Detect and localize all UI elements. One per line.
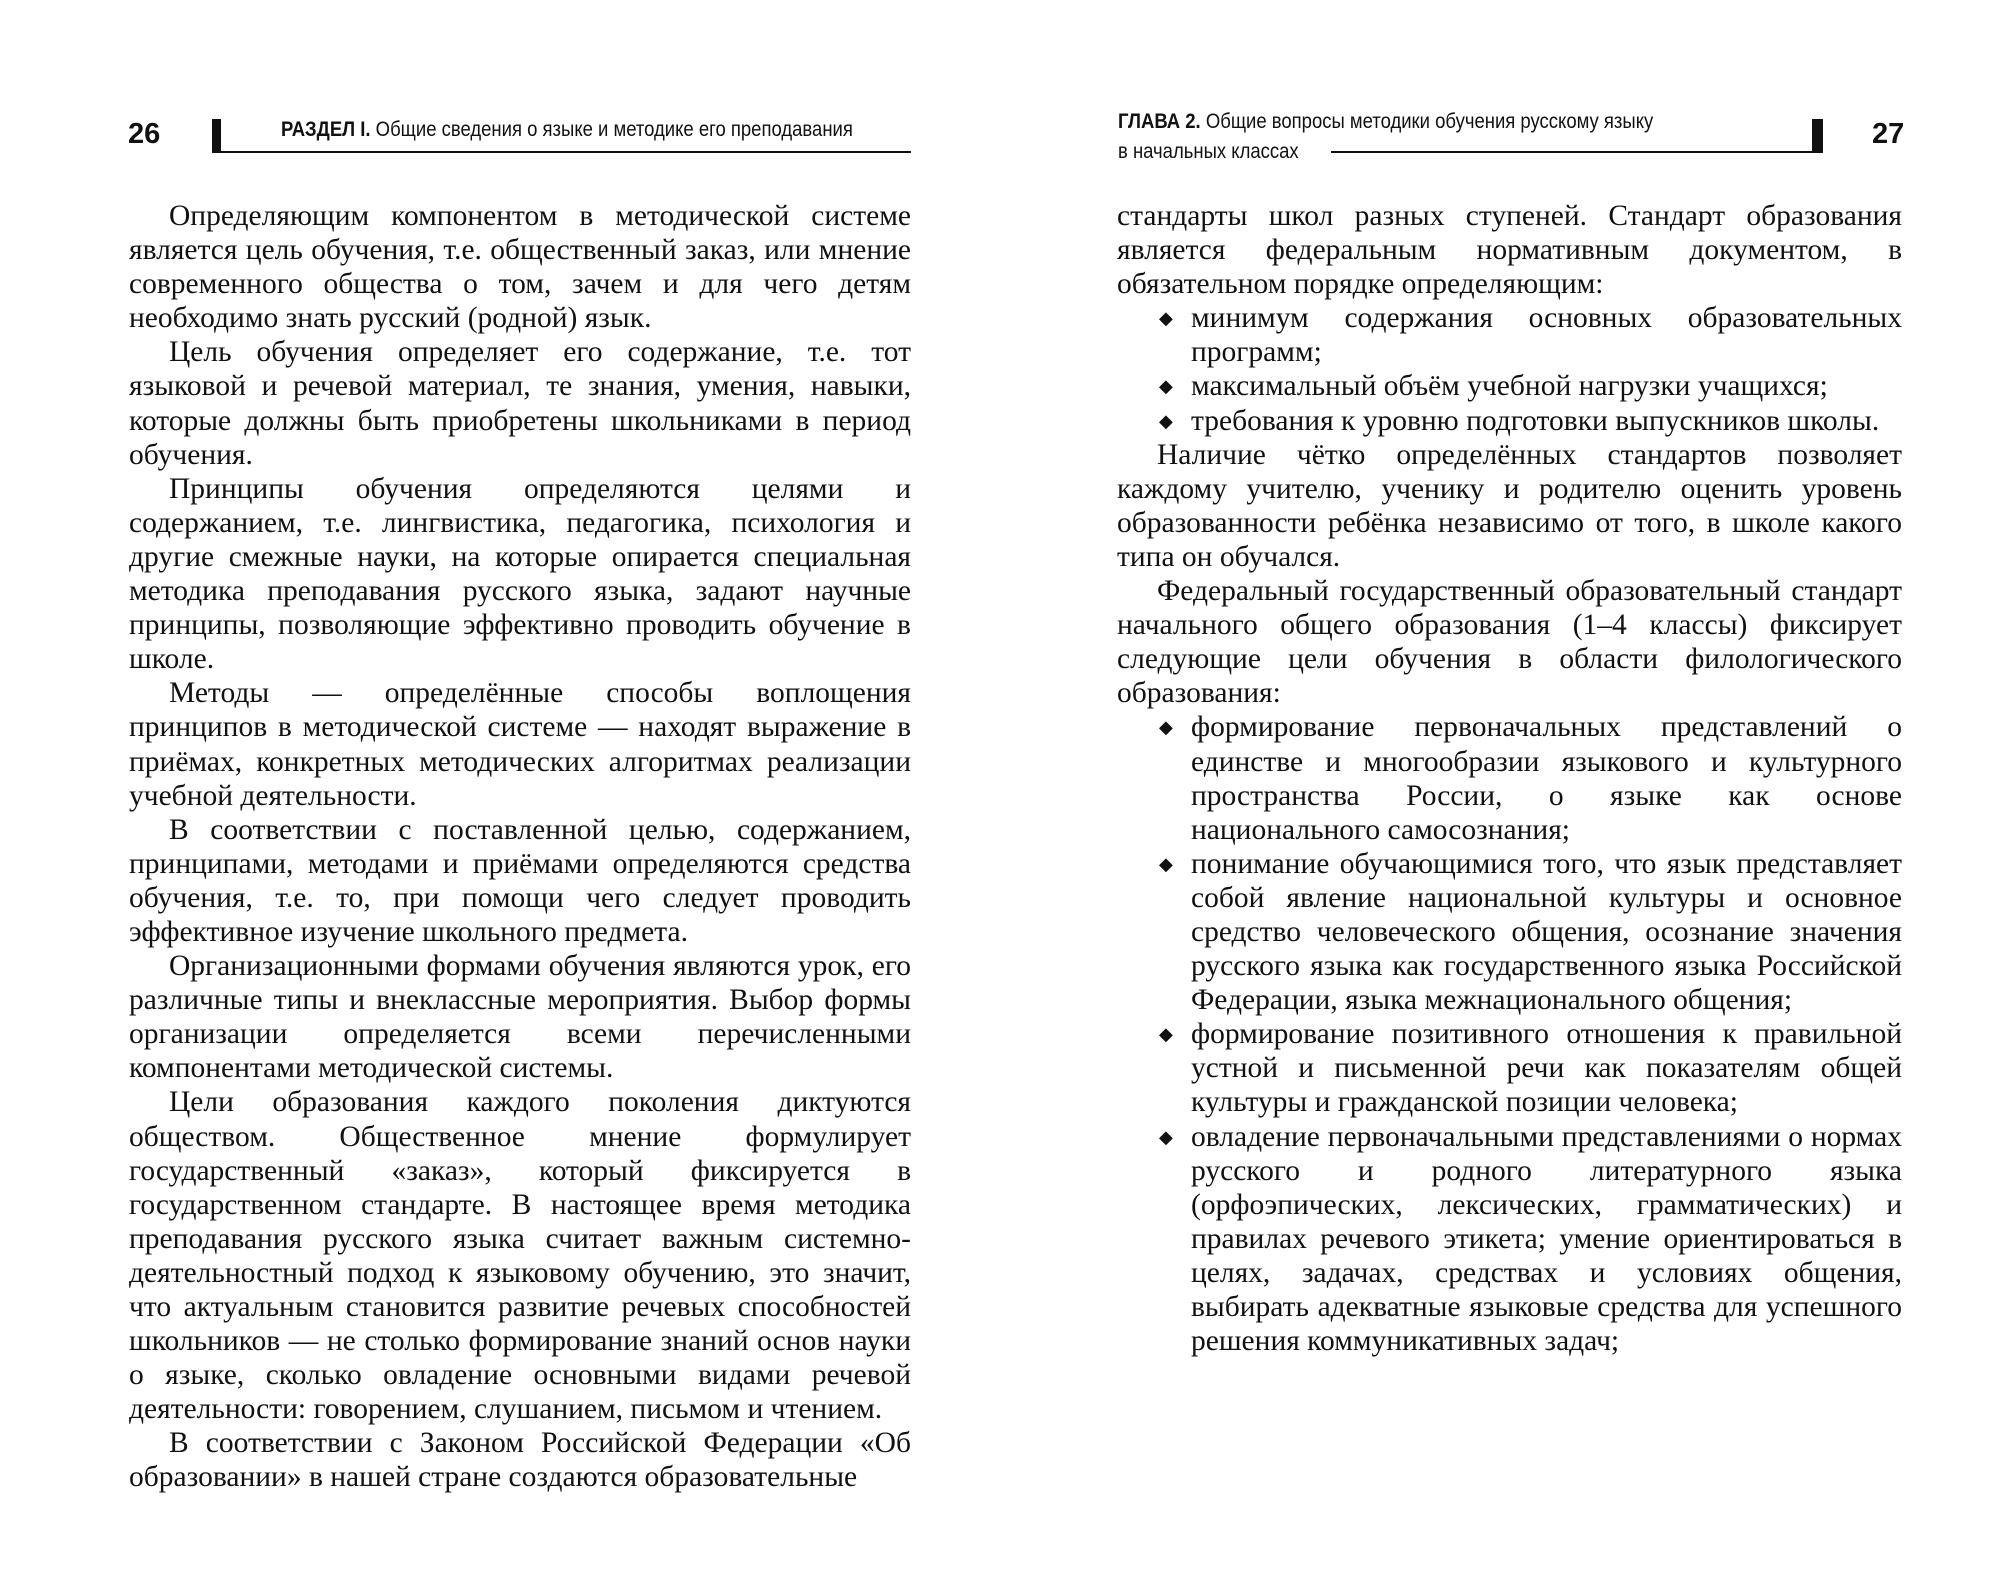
header-rule-right: [1331, 151, 1823, 153]
bullet-icon: ◆: [1159, 717, 1173, 738]
right-page: [1000, 0, 2000, 1578]
list-item: ◆ максимальный объём учебной нагрузки учащихся;: [1159, 370, 1828, 403]
page-number-left: 26: [128, 118, 161, 150]
paragraph: Цель обучения определяет его содержание, т.е. тот языковой и речевой материал, те знания, умения, навыки, которые должны быть приобретены школьниками в период обучения.: [129, 336, 911, 471]
list-item: ◆ понимание обучающимися того, что язык представляет собой явление национальной культуры и основное средство человеческого общения, осознание значения русского языка как государственного языка Российской Федерации, языка межнационального общения;: [1159, 847, 1902, 1017]
chapter-label: ГЛАВА 2.: [1118, 109, 1201, 133]
left-body-text: [129, 199, 911, 1495]
bullet-icon: ◆: [1159, 1024, 1173, 1045]
bullet-icon: ◆: [1159, 376, 1173, 397]
paragraph: Цели образования каждого поколения диктуются обществом. Общественное мнение формулирует государственный «заказ», который фиксируется в государственном стандарте. В настоящее время методика преподавания русского языка считает важным системно-деятельностный подход к языковому обучению, это значит, что актуальным становится развитие речевых способностей школьников — не столько формирование знаний основ науки о языке, сколько овладение основными видами речевой деятельности: говорением, слушанием, письмом и чтением.: [129, 1086, 911, 1426]
paragraph: Определяющим компонентом в методической системе является цель обучения, т.е. общественный заказ, или мнение современного общества о том, зачем и для чего детям необходимо знать русский (родной) язык.: [129, 200, 911, 335]
standards-list: [1117, 301, 1902, 437]
chapter-title-line2: в начальных классах: [1118, 139, 1299, 163]
bullet-icon: ◆: [1159, 1126, 1173, 1147]
paragraph: В соответствии с поставленной целью, содержанием, принципами, методами и приёмами определяются средства обучения, т.е. то, при помощи чего следует проводить эффективное изучение школьного предмета.: [129, 813, 911, 948]
bullet-icon: ◆: [1159, 853, 1173, 874]
list-item: ◆ формирование позитивного отношения к правильной устной и письменной речи как показателям общей культуры и гражданской позиции человека;: [1159, 1018, 1902, 1119]
header-rule-left: [212, 151, 911, 153]
paragraph: Методы — определённые способы воплощения принципов в методической системе — находят выражение в приёмах, конкретных методических алгоритмах реализации учебной деятельности.: [129, 677, 911, 812]
paragraph: Принципы обучения определяются целями и содержанием, т.е. лингвистика, педагогика, психология и другие смежные науки, на которые опирается специальная методика преподавания русского языка, задают научные принципы, позволяющие эффективно проводить обучение в школе.: [129, 472, 911, 676]
running-head-left: [281, 116, 853, 142]
list-item: ◆ овладение первоначальными представлениями о нормах русского и родного литературного языка (орфоэпических, лексических, грамматических) и правилах речевого этикета; умение ориентироваться в целях, задачах, средствах и условиях общения, выбирать адекватные языковые средства для успешного решения коммуникативных задач;: [1159, 1120, 1902, 1358]
right-body-text: [1117, 199, 1902, 1358]
paragraph: В соответствии с Законом Российской Федерации «Об образовании» в нашей стране создаются образовательные: [129, 1427, 911, 1494]
paragraph: Организационными формами обучения являются урок, его различные типы и внеклассные мероприятия. Выбор формы организации определяется всеми перечисленными компонентами методической системы.: [129, 950, 911, 1085]
running-head-right: [1118, 108, 1653, 134]
header-bar-right: [1812, 119, 1823, 153]
section-title: Общие сведения о языке и методике его преподавания: [375, 117, 853, 141]
header-bar-left: [212, 119, 221, 153]
section-label: РАЗДЕЛ I.: [281, 117, 371, 141]
page-number-right: 27: [1872, 118, 1905, 150]
goals-list: [1117, 710, 1902, 1358]
list-item: ◆ требования к уровню подготовки выпускников школы.: [1159, 404, 1880, 437]
list-item: ◆ формирование первоначальных представлений о единстве и многообразии языкового и культурного пространства России, о языке как основе национального самосознания;: [1159, 711, 1902, 846]
paragraph-continuation: стандарты школ разных ступеней. Стандарт образования является федеральным нормативным документом, в обязательном порядке определяющим:: [1117, 200, 1902, 301]
bullet-icon: ◆: [1159, 410, 1173, 431]
paragraph: Федеральный государственный образовательный стандарт начального общего образования (1–4 классы) фиксирует следующие цели обучения в области филологического образования:: [1117, 575, 1902, 710]
chapter-title-line1: Общие вопросы методики обучения русскому языку: [1205, 109, 1654, 133]
paragraph: Наличие чётко определённых стандартов позволяет каждому учителю, ученику и родителю оценить уровень образованности ребёнка независимо от того, в школе какого типа он обучался.: [1117, 438, 1902, 573]
running-head-right-line2: [1118, 138, 1299, 164]
list-item: ◆ минимум содержания основных образовательных программ;: [1159, 302, 1902, 369]
bullet-icon: ◆: [1159, 308, 1173, 329]
